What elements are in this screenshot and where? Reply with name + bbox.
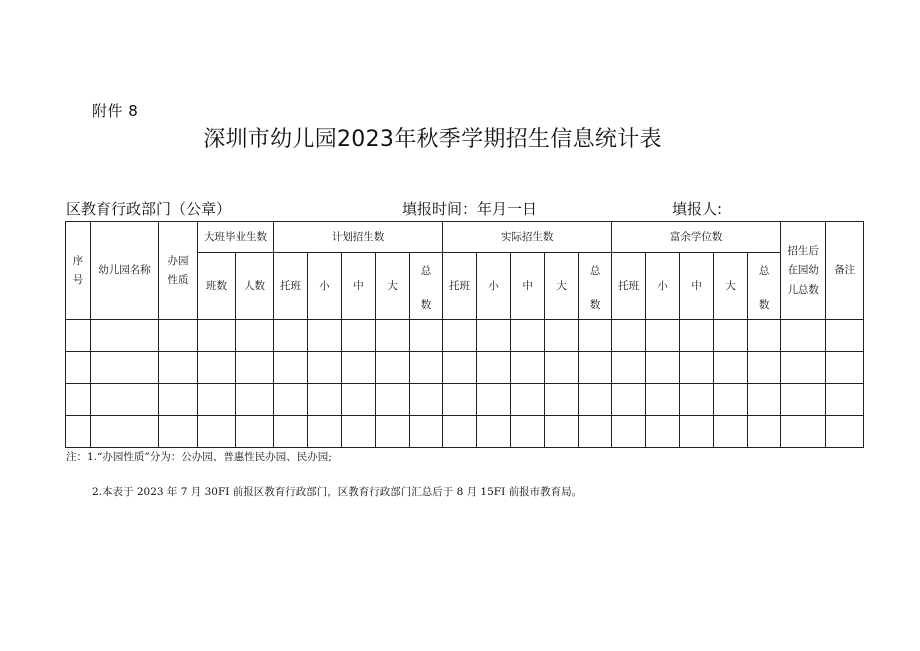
header-actual: 实际招生数 [443,222,612,253]
table-cell[interactable] [714,352,748,384]
table-cell[interactable] [511,384,545,416]
filler-label: 填报人: [672,200,723,218]
table-cell[interactable] [308,384,342,416]
table-cell[interactable] [443,416,477,448]
attachment-label: 附件 8 [92,102,139,120]
table-cell[interactable] [826,384,864,416]
table-cell[interactable] [342,384,376,416]
table-cell[interactable] [579,416,612,448]
table-cell[interactable] [376,320,410,352]
header-type: 办园 性质 [159,222,198,320]
header-kindergarten-name: 幼儿园名称 [91,222,159,320]
header-actual-total: 总 数 [579,253,612,320]
table-cell[interactable] [443,352,477,384]
table-cell[interactable] [579,352,612,384]
table-cell[interactable] [477,320,511,352]
header-actual-tuoban: 托班 [443,253,477,320]
header-plan-xiao: 小 [308,253,342,320]
table-cell[interactable] [714,416,748,448]
table-cell[interactable] [66,320,91,352]
table-cell[interactable] [646,352,680,384]
table-cell[interactable] [198,352,236,384]
table-cell[interactable] [159,352,198,384]
table-cell[interactable] [308,352,342,384]
table-cell[interactable] [826,320,864,352]
table-cell[interactable] [159,320,198,352]
table-cell[interactable] [198,320,236,352]
table-cell[interactable] [511,320,545,352]
table-cell[interactable] [410,320,443,352]
table-cell[interactable] [748,352,781,384]
table-cell[interactable] [342,416,376,448]
table-row [66,416,864,448]
table-cell[interactable] [159,384,198,416]
table-cell[interactable] [646,384,680,416]
table-cell[interactable] [826,352,864,384]
table-cell[interactable] [545,416,579,448]
table-row [66,384,864,416]
table-cell[interactable] [410,416,443,448]
header-vacancy: 富余学位数 [612,222,781,253]
table-cell[interactable] [612,352,646,384]
table-cell[interactable] [781,416,826,448]
table-cell[interactable] [236,352,274,384]
table-cell[interactable] [342,320,376,352]
table-cell[interactable] [274,416,308,448]
header-graduates: 大班毕业生数 [198,222,274,253]
header-vacancy-da: 大 [714,253,748,320]
table-cell[interactable] [308,416,342,448]
table-cell[interactable] [66,352,91,384]
table-cell[interactable] [545,384,579,416]
table-cell[interactable] [198,416,236,448]
table-cell[interactable] [159,416,198,448]
header-vacancy-xiao: 小 [646,253,680,320]
table-row [66,320,864,352]
document-title: 深圳市幼儿园2023年秋季学期招生信息统计表 [203,127,662,152]
table-cell[interactable] [545,320,579,352]
table-cell[interactable] [66,384,91,416]
header-vacancy-tuoban: 托班 [612,253,646,320]
table-cell[interactable] [236,416,274,448]
table-cell[interactable] [612,320,646,352]
header-vacancy-zhong: 中 [680,253,714,320]
table-cell[interactable] [443,320,477,352]
table-cell[interactable] [236,320,274,352]
header-grad-classes: 班数 [198,253,236,320]
table-cell[interactable] [376,352,410,384]
table-cell[interactable] [274,384,308,416]
table-cell[interactable] [748,320,781,352]
header-actual-xiao: 小 [477,253,511,320]
table-cell[interactable] [410,384,443,416]
table-cell[interactable] [781,320,826,352]
header-vacancy-total: 总 数 [748,253,781,320]
table-cell[interactable] [236,384,274,416]
fill-time-label: 填报时间：年月一日 [402,200,538,218]
table-cell[interactable] [781,352,826,384]
header-grad-people: 人数 [236,253,274,320]
statistics-table [65,221,864,448]
table-cell[interactable] [748,384,781,416]
table-cell[interactable] [612,416,646,448]
table-cell[interactable] [612,384,646,416]
table-cell[interactable] [376,416,410,448]
table-cell[interactable] [198,384,236,416]
header-plan-da: 大 [376,253,410,320]
header-remark: 备注 [826,222,864,320]
table-cell[interactable] [680,320,714,352]
table-cell[interactable] [274,352,308,384]
header-actual-da: 大 [545,253,579,320]
table-cell[interactable] [714,320,748,352]
table-cell[interactable] [410,352,443,384]
table-cell[interactable] [680,352,714,384]
table-cell[interactable] [342,352,376,384]
header-plan-zhong: 中 [342,253,376,320]
table-cell[interactable] [91,416,159,448]
table-cell[interactable] [308,320,342,352]
header-actual-zhong: 中 [511,253,545,320]
table-cell[interactable] [91,352,159,384]
table-cell[interactable] [579,320,612,352]
table-body [66,320,864,448]
table-cell[interactable] [477,352,511,384]
table-cell[interactable] [511,416,545,448]
table-cell[interactable] [545,352,579,384]
header-after-enrollment: 招生后 在园幼 儿总数 [781,222,826,320]
table-cell[interactable] [714,384,748,416]
table-cell[interactable] [91,384,159,416]
note-2: 2.本表于 2023 年 7 月 30FI 前报区教育行政部门，区教育行政部门汇总后于 8 月 15FI 前报市教育局。 [92,486,583,498]
header-plan-tuoban: 托班 [274,253,308,320]
table-cell[interactable] [680,416,714,448]
table-cell[interactable] [646,416,680,448]
header-plan-total: 总 数 [410,253,443,320]
table-cell[interactable] [579,384,612,416]
table-cell[interactable] [511,352,545,384]
table-row [66,352,864,384]
table-cell[interactable] [91,320,159,352]
district-label: 区教育行政部门（公章） [66,200,232,218]
table-cell[interactable] [477,416,511,448]
table-cell[interactable] [376,384,410,416]
note-1: 注：1.“办园性质”分为：公办园、普惠性民办园、民办园; [66,451,332,463]
header-seq: 序 号 [66,222,91,320]
table-cell[interactable] [443,384,477,416]
table-cell[interactable] [274,320,308,352]
table-cell[interactable] [826,416,864,448]
table-cell[interactable] [781,384,826,416]
table-cell[interactable] [477,384,511,416]
table-cell[interactable] [680,384,714,416]
table-cell[interactable] [748,416,781,448]
header-planned: 计划招生数 [274,222,443,253]
table-cell[interactable] [646,320,680,352]
table-cell[interactable] [66,416,91,448]
